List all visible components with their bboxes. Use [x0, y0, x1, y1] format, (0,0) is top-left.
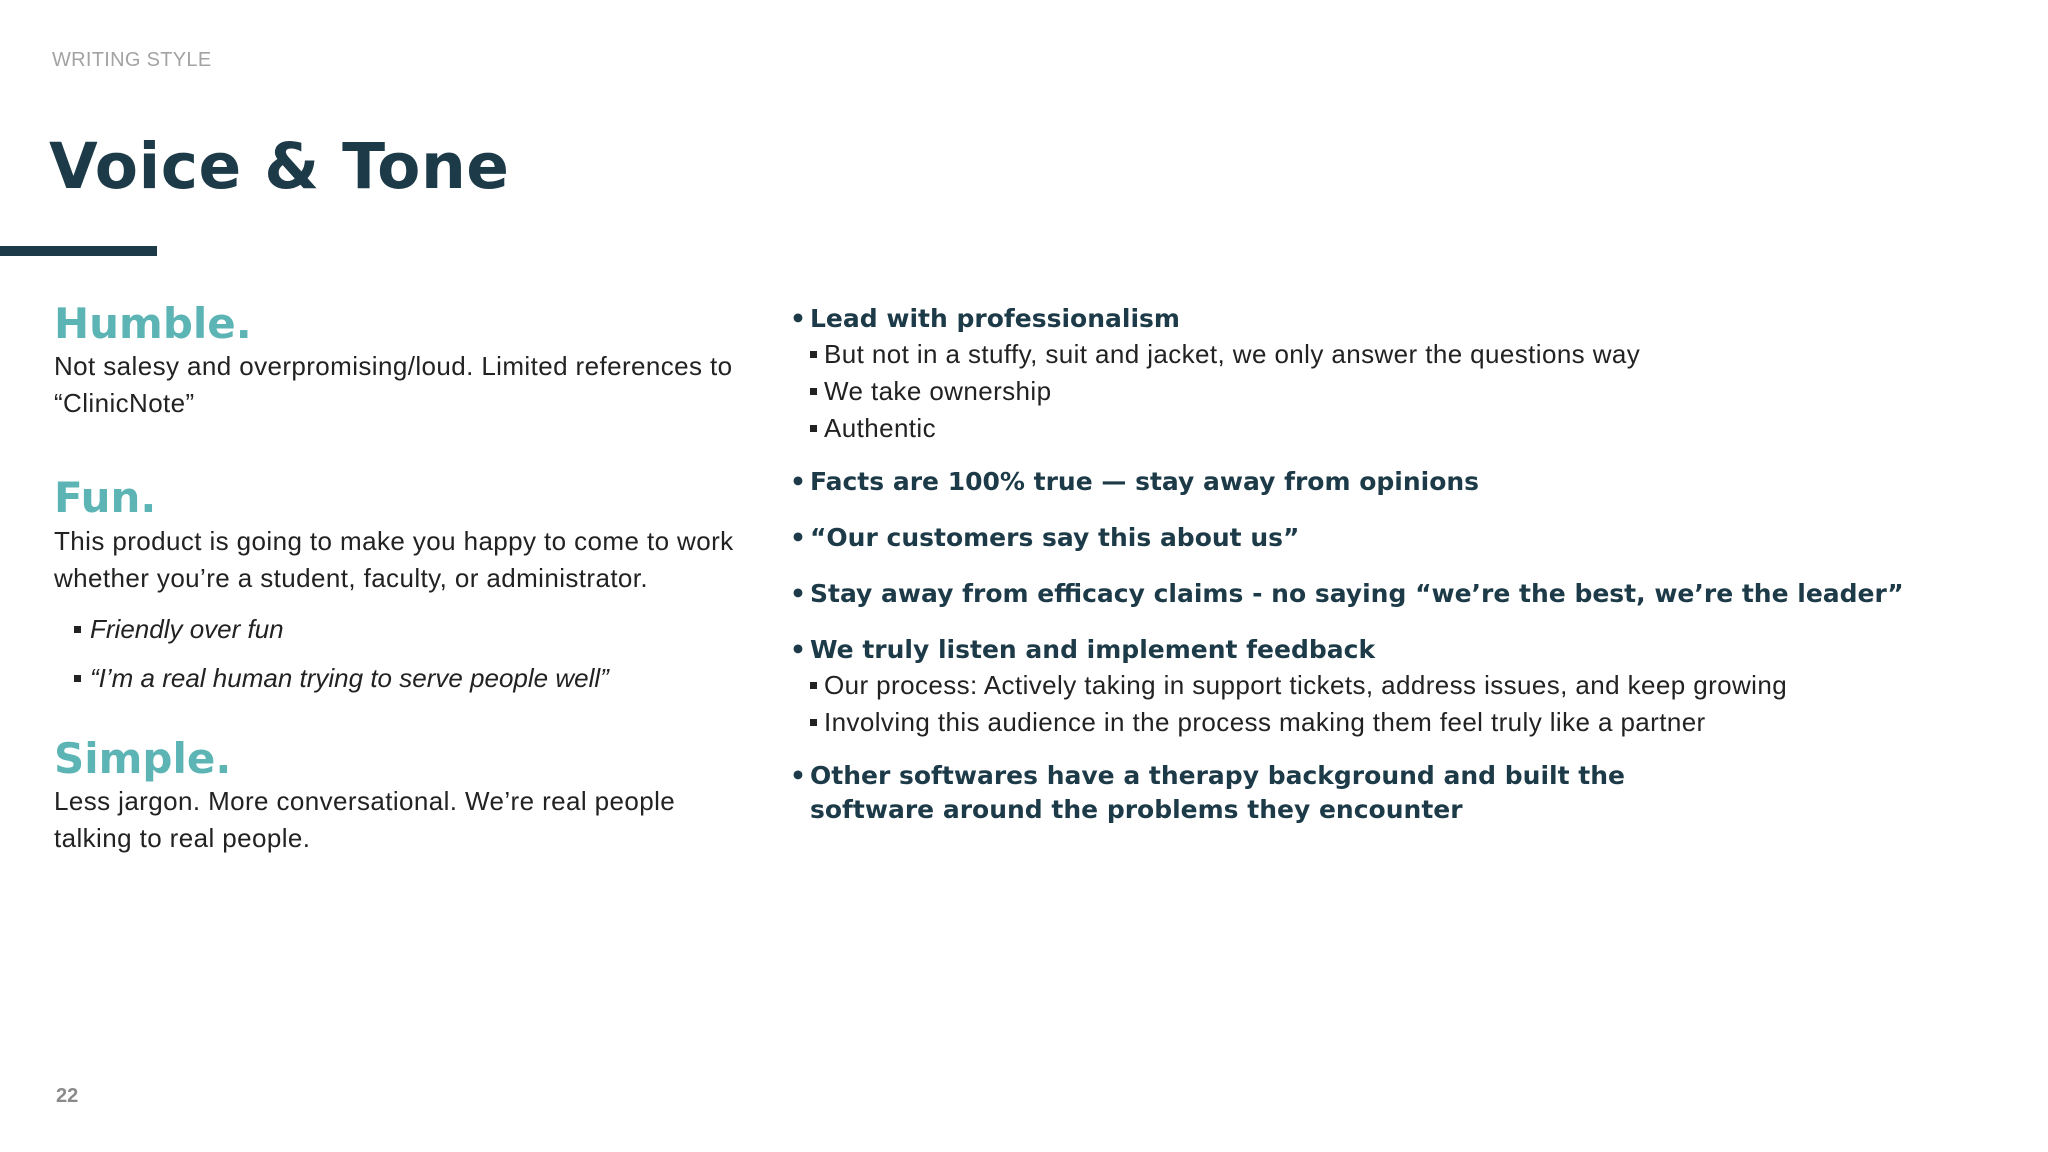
trait-simple	[54, 735, 744, 857]
square-bullet-icon	[810, 388, 817, 395]
list-item-text: Involving this audience in the process making them feel truly like a partner	[824, 707, 1706, 737]
trait-description: This product is going to make you happy to come to work whether you’re a student, faculty, or administrator.	[54, 525, 734, 593]
list-item-text: But not in a stuffy, suit and jacket, we only answer the questions way	[824, 339, 1641, 369]
section-eyebrow: WRITING STYLE	[52, 49, 212, 71]
guideline-text: Lead with professionalism	[810, 304, 1180, 333]
guidelines-column	[790, 302, 2010, 843]
list-item	[810, 336, 2010, 373]
list-item-text: Our process: Actively taking in support tickets, address issues, and keep growing	[824, 670, 1788, 700]
page-number: 22	[56, 1085, 79, 1107]
square-bullet-icon	[810, 425, 817, 432]
round-bullet-icon: •	[790, 635, 806, 664]
guideline-text: Facts are 100% true — stay away from opinions	[810, 467, 1480, 496]
square-bullet-icon	[74, 626, 81, 633]
square-bullet-icon	[810, 682, 817, 689]
square-bullet-icon	[74, 675, 81, 682]
list-item	[810, 667, 2010, 704]
trait-examples-list	[74, 611, 744, 697]
round-bullet-icon: •	[790, 467, 806, 496]
list-item	[74, 660, 744, 697]
trait-description: Less jargon. More conversational. We’re real people talking to real people.	[54, 785, 676, 853]
round-bullet-icon: •	[790, 523, 806, 552]
list-item-text: “I’m a real human trying to serve people well”	[90, 662, 609, 693]
list-item	[810, 410, 2010, 447]
trait-humble	[54, 300, 744, 422]
round-bullet-icon: •	[790, 761, 806, 790]
square-bullet-icon	[810, 719, 817, 726]
guideline-item	[790, 465, 2010, 499]
trait-fun	[54, 474, 744, 696]
page-title: Voice & Tone	[49, 130, 510, 203]
list-item-text: Friendly over fun	[90, 613, 284, 644]
guideline-sublist	[810, 667, 2010, 741]
trait-heading: Humble.	[54, 299, 252, 348]
guideline-text: Other softwares have a therapy background and built the software around the problems they encounter	[810, 761, 1625, 824]
guideline-item	[790, 521, 2010, 555]
trait-description: Not salesy and overpromising/loud. Limited references to “ClinicNote”	[54, 351, 733, 419]
list-item-text: We take ownership	[824, 376, 1052, 406]
trait-heading: Simple.	[54, 733, 232, 783]
guideline-text: We truly listen and implement feedback	[810, 635, 1376, 664]
traits-column	[54, 300, 744, 909]
title-underline	[0, 246, 157, 256]
round-bullet-icon: •	[790, 304, 806, 333]
guideline-sublist	[810, 336, 2010, 447]
round-bullet-icon: •	[790, 579, 806, 608]
guideline-item	[790, 633, 2010, 741]
trait-heading: Fun.	[54, 473, 157, 523]
list-item-text: Authentic	[824, 413, 937, 443]
list-item	[810, 373, 2010, 410]
guideline-item	[790, 759, 1710, 827]
list-item	[810, 704, 2010, 741]
square-bullet-icon	[810, 351, 817, 358]
guideline-item	[790, 577, 2010, 611]
guideline-text: Stay away from efficacy claims - no saying “we’re the best, we’re the leader”	[810, 579, 1904, 608]
guideline-text: “Our customers say this about us”	[810, 523, 1300, 552]
list-item	[74, 611, 744, 648]
guideline-item	[790, 302, 2010, 447]
